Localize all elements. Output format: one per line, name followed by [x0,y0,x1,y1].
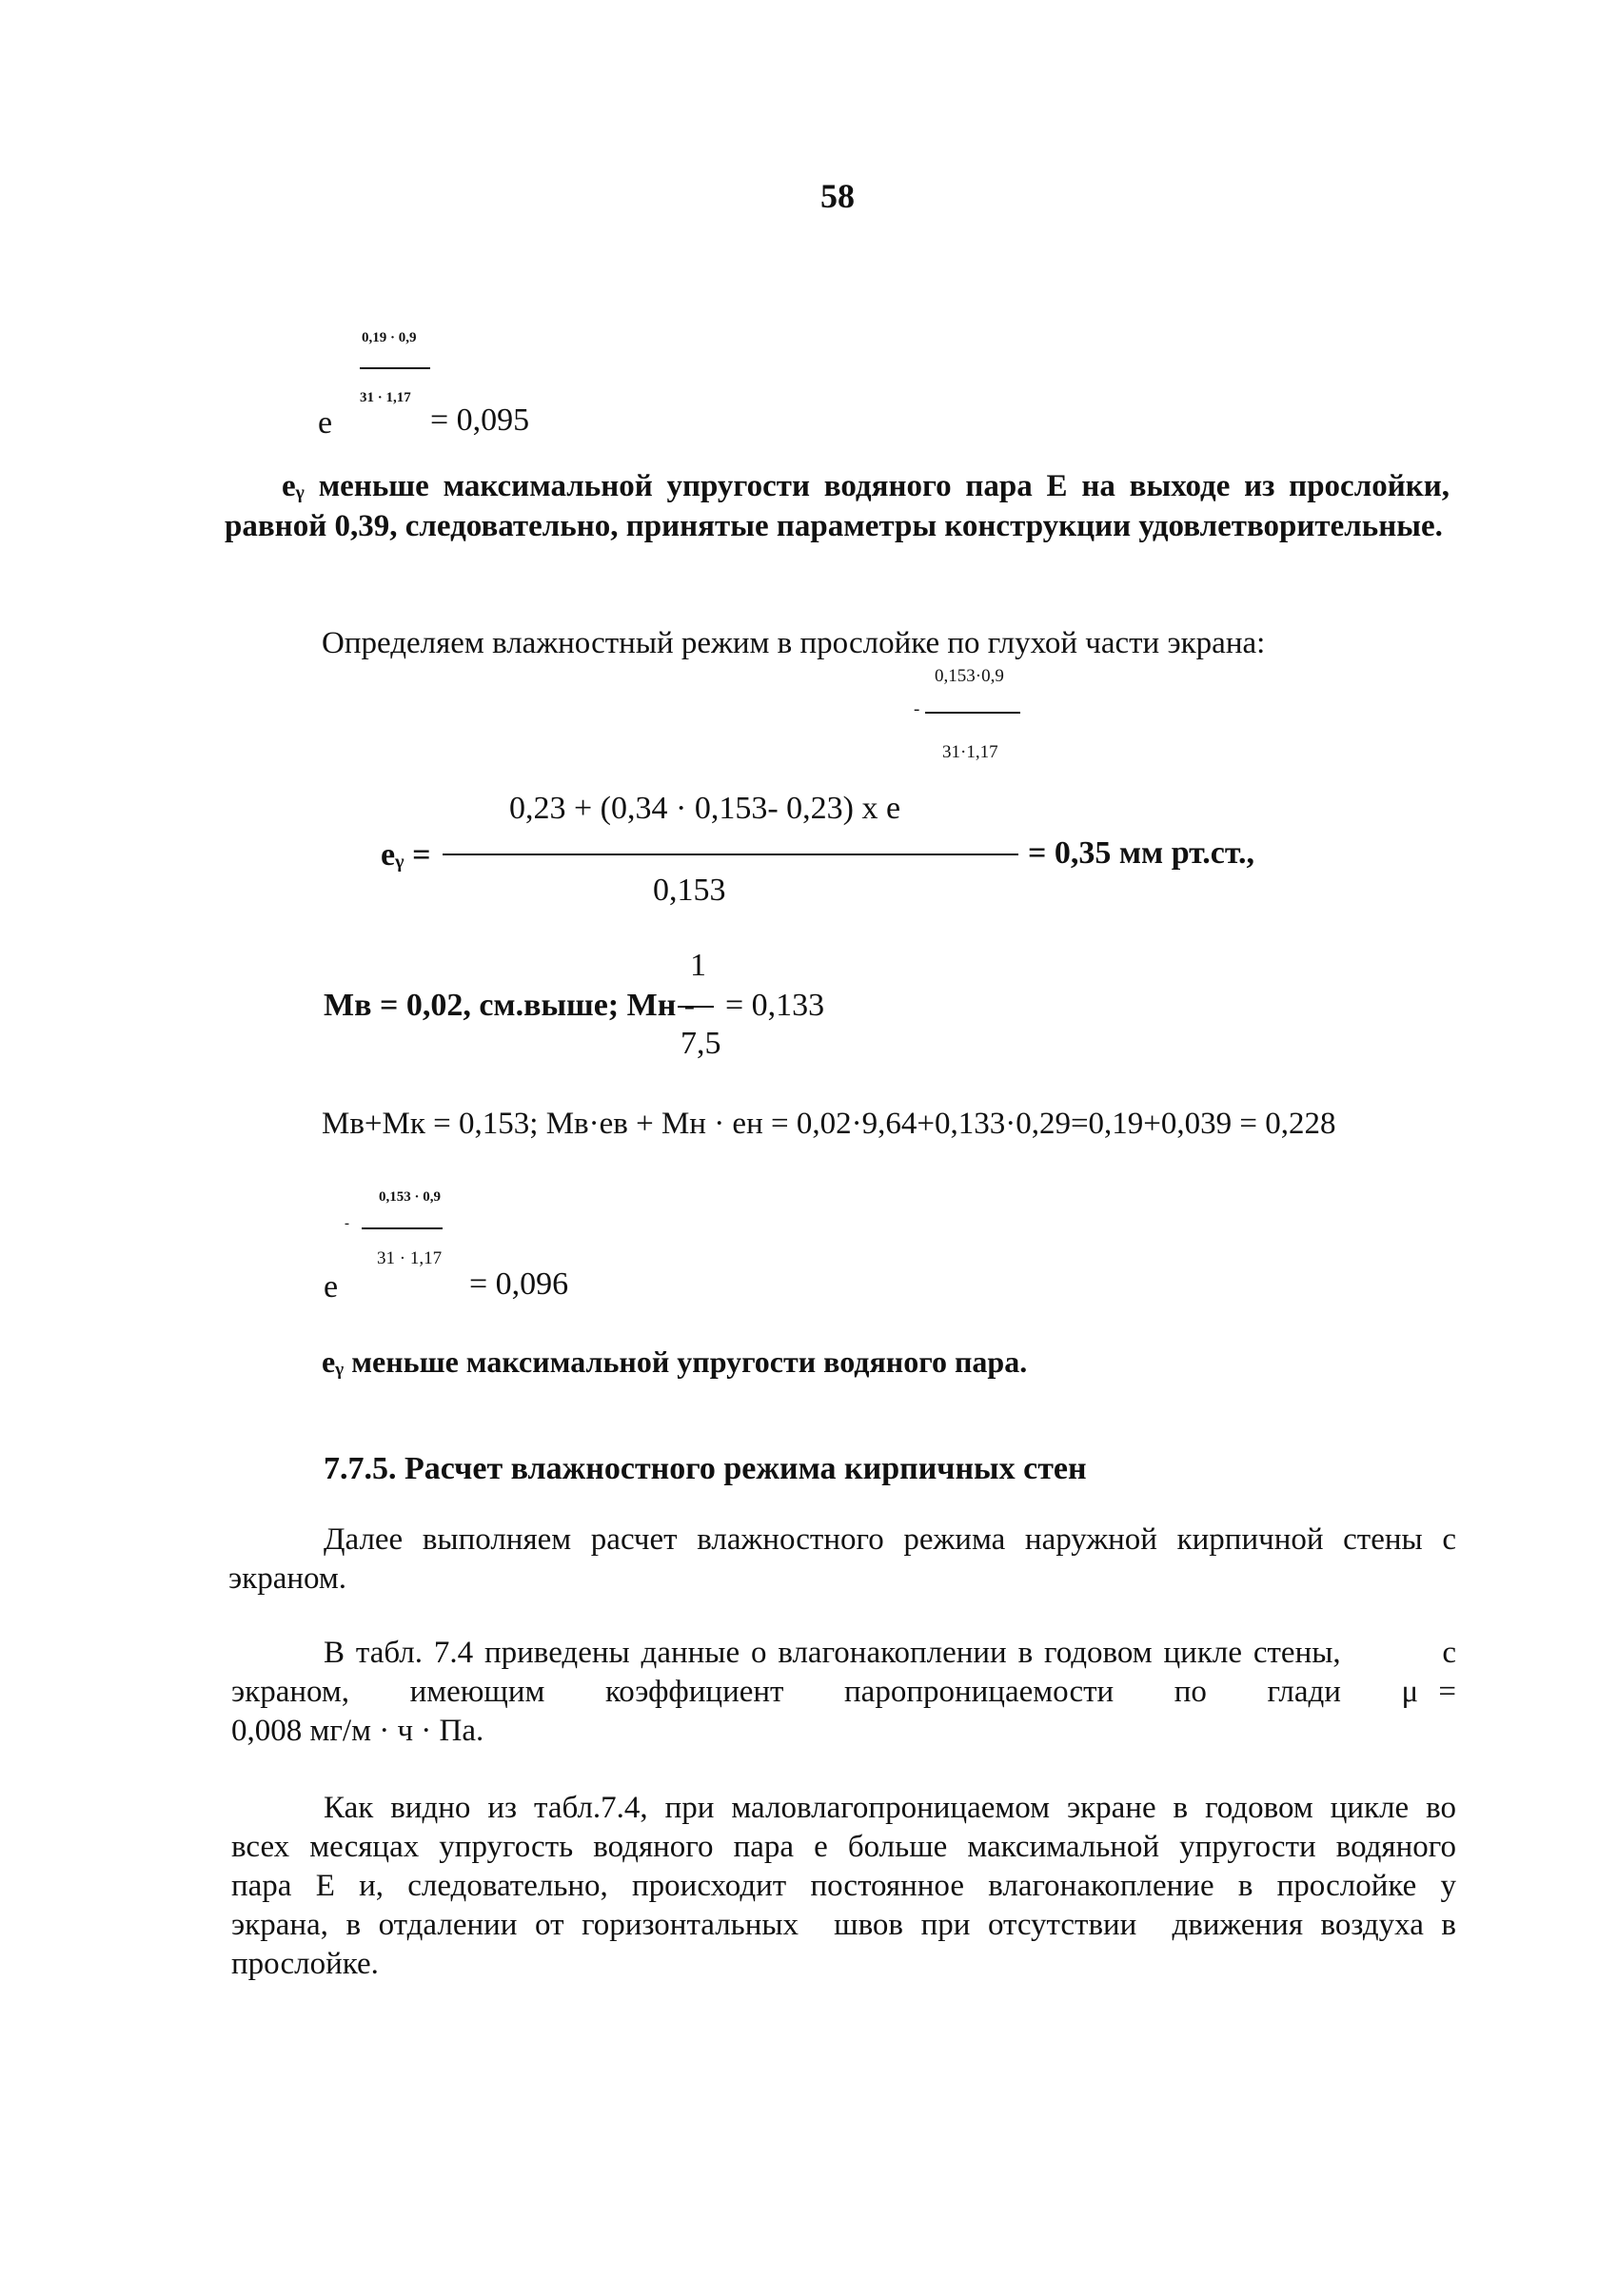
paragraph-intro: Определяем влажностный режим в прослойке по глухой части экрана: [322,626,1266,660]
paragraph-line: прослойке. [231,1947,379,1981]
section-heading: 7.7.5. Расчет влажностного режима кирпичных стен [324,1451,1087,1486]
paragraph-line: Далее выполняем расчет влажностного режима наружной кирпичной стены с [324,1522,1456,1557]
paragraph-body-3 [231,1789,1456,1984]
page-number: 58 [820,177,855,215]
paragraph-body-2 [231,1634,1456,1751]
exponent-denominator: 31 · 1,17 [360,390,411,405]
exponent-minus: - [345,1216,349,1231]
formula-result: = 0,35 мм рт.ст., [1028,835,1255,871]
exponent-minus: - [914,699,920,719]
exponent-fraction-bar [362,1227,443,1229]
paragraph-line: экраном. [228,1561,347,1596]
formula-result: = 0,095 [430,402,530,438]
paragraph-line: экраном, имеющим коэффициент паропроницаемости по глади μ = [231,1675,1456,1709]
paragraph-line: 0,008 мг/м · ч · Па. [231,1714,484,1748]
paragraph-body-1 [228,1521,1456,1599]
exponent-fraction-bar [360,367,430,369]
exponent-denominator: 31 · 1,17 [377,1248,443,1268]
fraction-bar [678,1006,714,1008]
exponent-numerator: 0,153 · 0,9 [379,1189,442,1205]
fraction-denominator: 7,5 [681,1026,721,1061]
paragraph-line: пара Е и, следовательно, происходит постоянное влагонакопление в прослойке у [231,1869,1456,1903]
formula-lhs: eᵧ = [381,837,431,873]
formula-fraction-bar [443,854,1018,855]
paragraph-line: В табл. 7.4 приведены данные о влагонакоплении в годовом цикле стены, с [324,1636,1456,1670]
paragraph-line: равной 0,39, следовательно, принятые параметры конструкции удовлетворительные. [225,509,1443,543]
exponent-base: e [324,1269,339,1305]
formula-denominator: 0,153 [653,873,726,908]
paragraph-conclusion-1 [225,466,1450,546]
paragraph-line: Как видно из табл.7.4, при маловлагопроницаемом экране в годовом цикле во [324,1791,1456,1825]
formula-result: = 0,096 [469,1266,569,1302]
exponent-base: e [318,405,333,441]
paragraph-conclusion-2: eᵧ меньше максимальной упругости водяного пара. [322,1344,1028,1379]
paragraph-line: всех месяцах упругость водяного пара e больше максимальной упругости водяного [231,1830,1456,1864]
formula-sum: Мв+Мк = 0,153; Мв·ев + Мн · ен = 0,02·9,64+0,133·0,29=0,19+0,039 = 0,228 [322,1107,1336,1141]
formula-numerator: 0,23 + (0,34 · 0,153- 0,23) х e [509,791,901,826]
paragraph-line: экрана, в отдалении от горизонтальных швов при отсутствии движения воздуха в [231,1908,1456,1942]
paragraph-line: eᵧ меньше максимальной упругости водяного пара Е на выходе из прослойки, [282,469,1450,503]
exponent-fraction-bar [925,712,1020,714]
formula-text: Мв = 0,02, см.выше; Мн - [324,988,696,1023]
exponent-denominator: 31·1,17 [942,742,998,762]
exponent-numerator: 0,153·0,9 [935,666,1004,686]
formula-result: = 0,133 [725,988,825,1023]
fraction-numerator: 1 [690,948,706,983]
exponent-numerator: 0,19 · 0,9 [362,330,417,345]
